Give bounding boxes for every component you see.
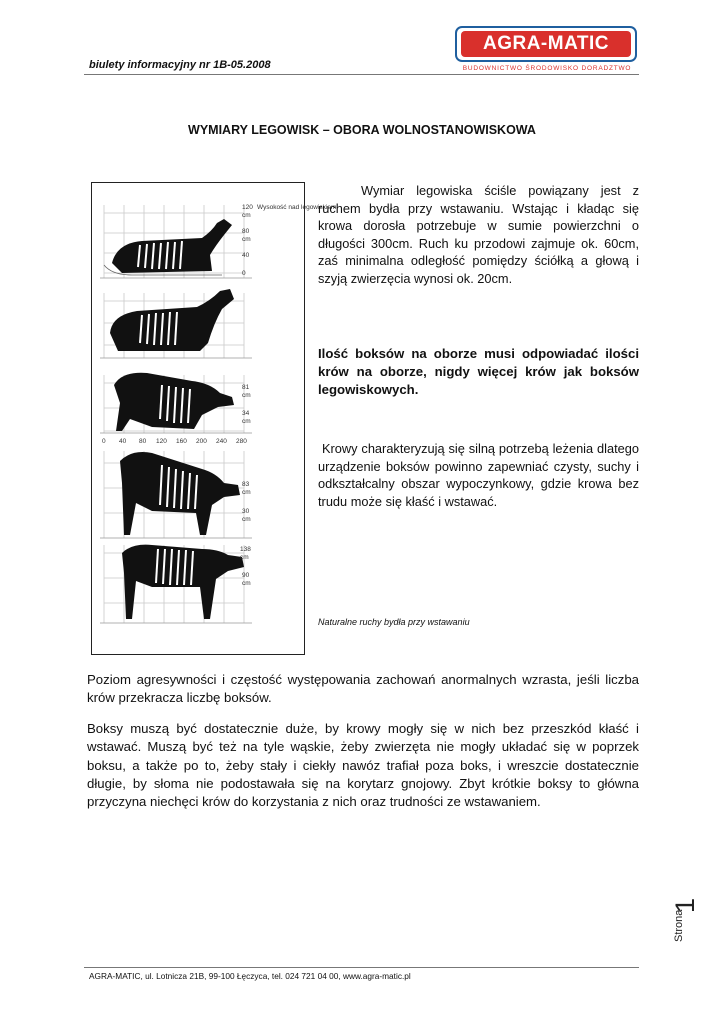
tick: cm xyxy=(242,489,251,496)
tick: cm xyxy=(242,580,251,587)
page-number-block xyxy=(648,885,700,945)
paragraph-stall-size: Boksy muszą być dostatecznie duże, by krowy mogły się w nich bez przeszkód kłaść i wstawać. Muszą być też na tyle wąskie, żeby zwierzęta nie mogły układać się w poprzek boksu, a także po to, żeby stały i ciekły nawóz trafiał poza boks, i wreszcie dostatecznie długie, by słoma nie podostawała się na korytarz gnojowy. Zbyt krótkie boksy to główna przyczyna niechęci krów do korzystania z nich oraz trudności ze wstawaniem. xyxy=(87,721,639,810)
tick: 80 xyxy=(242,228,250,235)
tick: 40 xyxy=(242,252,250,259)
page-title: WYMIARY LEGOWISK – OBORA WOLNOSTANOWISKOWA xyxy=(188,123,536,137)
tick: cm xyxy=(240,554,249,561)
cow-rising-rear-icon xyxy=(114,373,234,431)
figure-top-label: Wysokość nad legowiskiem xyxy=(257,204,337,211)
x-tick: 120 xyxy=(156,438,167,445)
cow-skeleton-diagram xyxy=(92,183,337,654)
paragraph-lying-area: Wymiar legowiska ściśle powiązany jest z ruchem bydła przy wstawaniu. Wstając i kładąc się krowa dorosła potrzebuje w sumie powierzchni o długości 300cm. Ruch ku przodowi zajmuje ok. 60cm, zaś minimalna odległość pomiędzy ściółką a głową i szyją zwierzęcia wynosi ok. 20cm. xyxy=(318,183,639,286)
x-tick: 40 xyxy=(119,438,127,445)
cow-movement-figure xyxy=(91,182,337,655)
agra-matic-logo xyxy=(455,26,637,62)
figure-caption: Naturalne ruchy bydła przy wstawaniu xyxy=(318,617,470,627)
cow-standing-icon xyxy=(122,545,244,619)
footer-divider xyxy=(84,967,639,968)
tick: 34 xyxy=(242,410,250,417)
tick: 30 xyxy=(242,508,250,515)
tick: 90 xyxy=(242,572,250,579)
tick: cm xyxy=(242,516,251,523)
header-divider xyxy=(84,74,639,75)
cow-rising-front-icon xyxy=(120,452,240,535)
tick: cm xyxy=(242,236,251,243)
cow-kneeling-icon xyxy=(110,289,234,351)
x-tick: 200 xyxy=(196,438,207,445)
paragraph-resting-need: Krowy charakteryzują się silną potrzebą leżenia dlatego urządzenie boksów powinno zapewniać czysty, suchy i odkształcalny obszar wypoczynkowy, gdzie krowa bez trudu może się kłaść i wstawać. xyxy=(318,441,639,509)
tick: 81 xyxy=(242,384,250,391)
x-tick: 160 xyxy=(176,438,187,445)
x-tick: 0 xyxy=(102,438,106,445)
tick: cm xyxy=(242,392,251,399)
tick: 83 xyxy=(242,481,250,488)
page-label: Strona xyxy=(673,909,685,942)
bulletin-number: biulety informacyjny nr 1B-05.2008 xyxy=(89,59,271,71)
cow-lying-icon xyxy=(104,219,232,275)
tick: cm xyxy=(242,418,251,425)
tick: 120 xyxy=(242,204,253,211)
logo-text: AGRA-MATIC xyxy=(461,31,631,57)
logo-tagline: BUDOWNICTWO ŚRODOWISKO DORADZTWO xyxy=(462,65,632,72)
tick: 138 xyxy=(240,546,251,553)
tick: 0 xyxy=(242,270,246,277)
x-tick: 280 xyxy=(236,438,247,445)
page-number: 1 xyxy=(670,897,700,913)
x-tick: 240 xyxy=(216,438,227,445)
x-tick: 80 xyxy=(139,438,147,445)
paragraph-aggression: Poziom agresywności i częstość występowania zachowań anormalnych wzrasta, jeśli liczba krów przekracza liczbę boksów. xyxy=(87,672,639,705)
paragraph-stall-count: Ilość boksów na oborze musi odpowiadać ilości krów na oborze, nigdy więcej krów jak boksów legowiskowych. xyxy=(318,346,639,397)
tick: cm xyxy=(242,212,251,219)
footer-address: AGRA-MATIC, ul. Lotnicza 21B, 99-100 Łęczyca, tel. 024 721 04 00, www.agra-matic.pl xyxy=(89,971,411,981)
